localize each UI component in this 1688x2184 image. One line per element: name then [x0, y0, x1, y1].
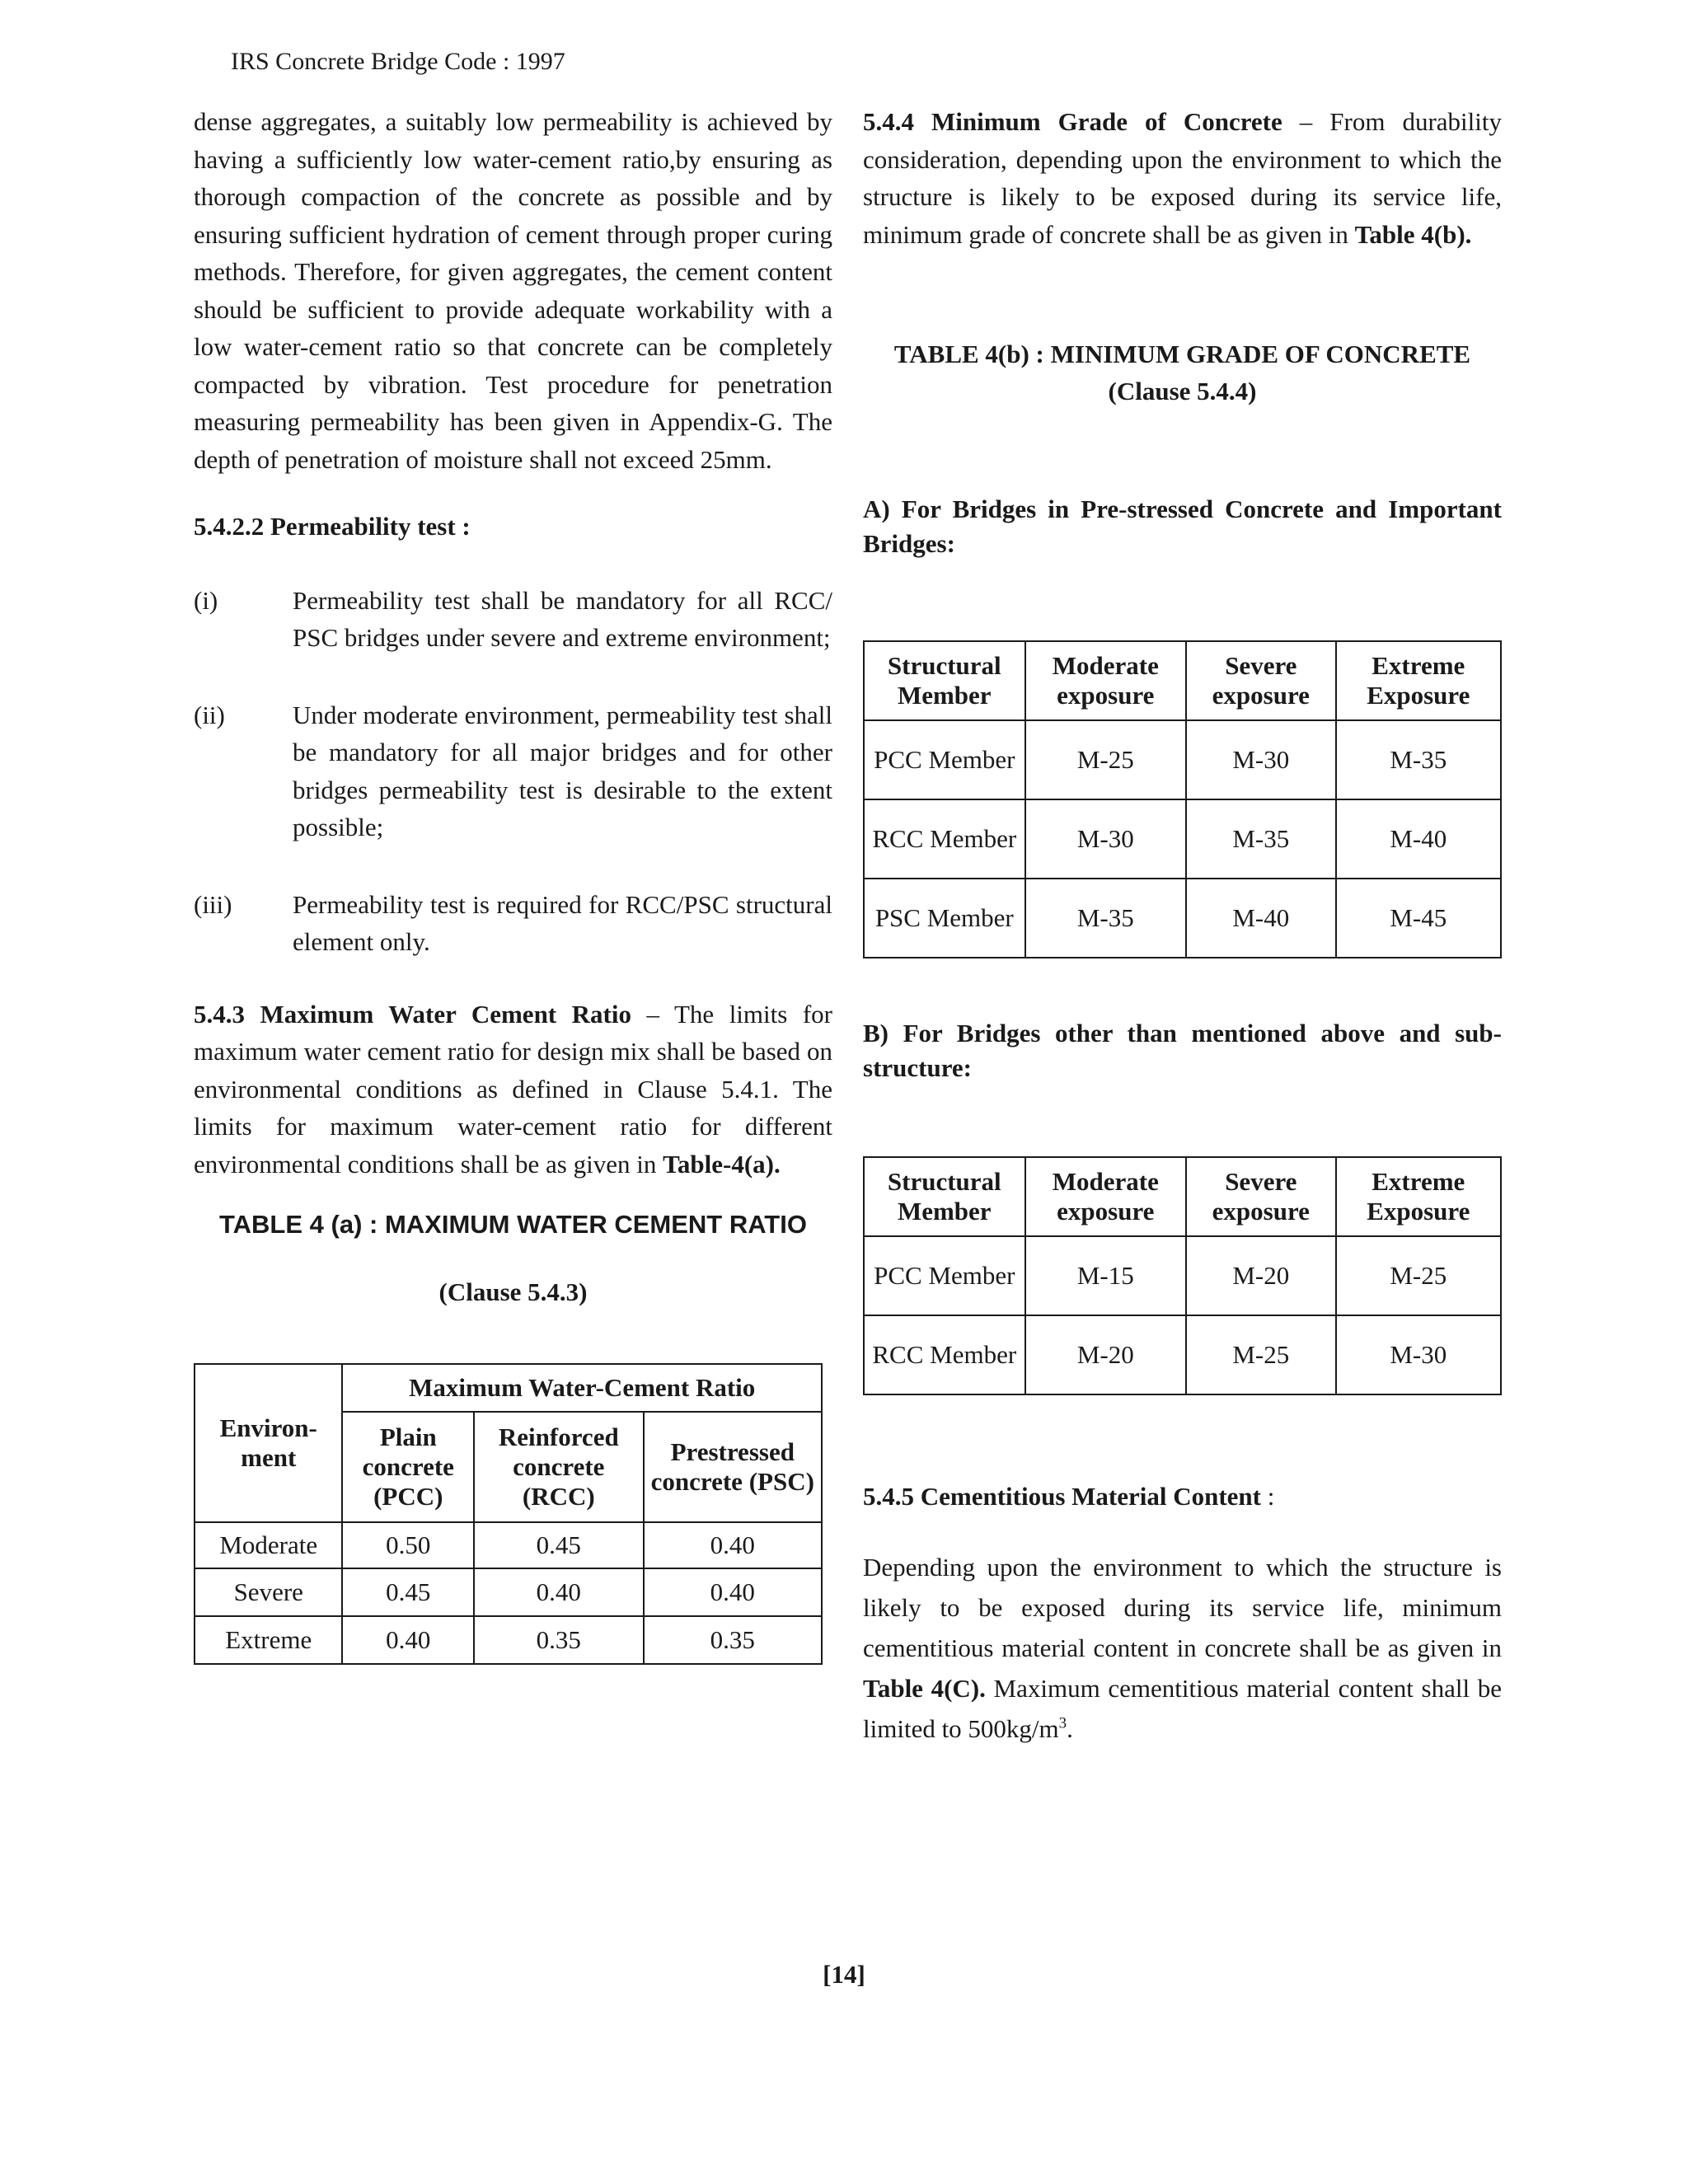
table-cell: 0.35 — [644, 1616, 822, 1664]
subsection-a-title: A) For Bridges in Pre-stressed Concrete and Important Bridges: — [863, 494, 1502, 558]
table-cell: M-25 — [1025, 720, 1186, 799]
section-5-4-5-end: . — [1067, 1713, 1073, 1743]
table-header-cell: Structural Member — [864, 1157, 1025, 1236]
table-4b-a — [863, 640, 1502, 958]
section-5-4-4-paragraph — [863, 103, 1502, 253]
table-row — [864, 1315, 1501, 1394]
list-item-text: Permeability test is required for RCC/PSC structural element only. — [293, 889, 832, 956]
table-row — [195, 1616, 822, 1664]
table-header-cell: Severe exposure — [1186, 641, 1336, 720]
table-header-cell: Moderate exposure — [1025, 641, 1186, 720]
table-cell: M-25 — [1336, 1236, 1501, 1315]
table-cell: M-35 — [1025, 879, 1186, 958]
table-cell: M-15 — [1025, 1236, 1186, 1315]
table-cell: M-35 — [1336, 720, 1501, 799]
section-5-4-3-paragraph — [194, 996, 832, 1183]
table-header-cell: Severe exposure — [1186, 1157, 1336, 1236]
section-5-4-5-text-2: Maximum cementitious material content shall be limited to 500kg/m — [863, 1673, 1502, 1743]
table-4a-reference: Table-4(a). — [663, 1149, 781, 1179]
table-cell: M-40 — [1186, 879, 1336, 958]
table-cell: PSC Member — [864, 879, 1025, 958]
table-4a-env-header: Environ-ment — [195, 1364, 342, 1522]
table-cell: M-45 — [1336, 879, 1501, 958]
section-5-4-5-colon: : — [1261, 1482, 1275, 1511]
table-header-cell: Structural Member — [864, 641, 1025, 720]
table-4a-col-header: Reinforced concrete (RCC) — [474, 1412, 643, 1522]
table-4b-title — [863, 335, 1502, 410]
table-row — [195, 1568, 822, 1616]
list-item-number: (iii) — [194, 889, 232, 919]
table-cell: 0.40 — [644, 1568, 822, 1616]
table-cell: 0.45 — [342, 1568, 474, 1616]
running-header: IRS Concrete Bridge Code : 1997 — [231, 48, 565, 75]
table-cell: M-30 — [1186, 720, 1336, 799]
table-4b-clause: (Clause 5.4.4) — [1108, 377, 1257, 405]
list-item — [194, 886, 832, 961]
table-4a — [194, 1363, 823, 1665]
table-cell: 0.40 — [342, 1616, 474, 1664]
list-item-text: Under moderate environment, permeability test shall be mandatory for all major bridges and for other bridges permeability test is desirable to the extent possible; — [293, 700, 832, 841]
list-item-number: (i) — [194, 585, 218, 615]
table-cell: PCC Member — [864, 1236, 1025, 1315]
table-cell: 0.40 — [474, 1568, 643, 1616]
section-5-4-5-text: Depending upon the environment to which the structure is likely to be exposed during its service life, minimum cementitious material content in concrete shall be as given in — [863, 1552, 1502, 1662]
table-4a-col-header: Plain concrete (PCC) — [342, 1412, 474, 1522]
section-5-4-5-heading-line — [863, 1478, 1502, 1516]
table-row — [864, 1236, 1501, 1315]
table-4a-clause: (Clause 5.4.3) — [438, 1277, 588, 1306]
table-cell: 0.45 — [474, 1522, 643, 1568]
page-number: [14] — [823, 1960, 865, 1989]
section-5-4-2-2-heading: 5.4.2.2 Permeability test : — [194, 512, 471, 541]
section-5-4-3-heading: 5.4.3 Maximum Water Cement Ratio — [194, 999, 631, 1029]
list-item — [194, 582, 832, 657]
table-cell: M-20 — [1025, 1315, 1186, 1394]
table-cell: M-20 — [1186, 1236, 1336, 1315]
table-cell: M-30 — [1336, 1315, 1501, 1394]
table-cell: RCC Member — [864, 1315, 1025, 1394]
table-4a-group-header: Maximum Water-Cement Ratio — [342, 1364, 822, 1412]
left-column — [194, 103, 832, 1665]
table-header-cell: Extreme Exposure — [1336, 1157, 1501, 1236]
table-cell: RCC Member — [864, 799, 1025, 879]
table-cell: M-35 — [1186, 799, 1336, 879]
table-4b-reference: Table 4(b). — [1354, 219, 1472, 249]
table-row — [864, 799, 1501, 879]
list-item-text: Permeability test shall be mandatory for all RCC/ PSC bridges under severe and extreme environment; — [293, 585, 832, 652]
section-5-4-4-heading: 5.4.4 Minimum Grade of Concrete — [863, 107, 1282, 136]
table-cell: 0.35 — [474, 1616, 643, 1664]
table-cell: Extreme — [195, 1616, 342, 1664]
table-4b-title-text: TABLE 4(b) : MINIMUM GRADE OF CONCRETE — [893, 340, 1471, 368]
table-row — [195, 1522, 822, 1568]
table-cell: Moderate — [195, 1522, 342, 1568]
permeability-paragraph: dense aggregates, a suitably low permeability is achieved by having a sufficiently low water-cement ratio,by ensuring as thorough compaction of the concrete as possible and by ensuring sufficient hydration of cement through proper curing methods. Therefore, for given aggregates, the cement content should be sufficient to provide adequate workability with a low water-cement ratio so that concrete can be completely compacted by vibration. Test procedure for penetration measuring permeability has been given in Appendix-G. The depth of penetration of moisture shall not exceed 25mm. — [194, 107, 832, 474]
table-4b-b — [863, 1156, 1502, 1395]
superscript-3: 3 — [1058, 1714, 1067, 1732]
table-header-cell: Moderate exposure — [1025, 1157, 1186, 1236]
section-5-4-3-text: – The limits for maximum water cement ratio for design mix shall be based on environmental conditions as defined in Clause 5.4.1. The limits for maximum water-cement ratio for different environmental conditions shall be as given in — [194, 999, 832, 1179]
table-cell: M-30 — [1025, 799, 1186, 879]
table-row — [864, 720, 1501, 799]
table-cell: M-25 — [1186, 1315, 1336, 1394]
table-cell: 0.50 — [342, 1522, 474, 1568]
right-column — [863, 103, 1502, 1749]
table-header-cell: Extreme Exposure — [1336, 641, 1501, 720]
table-row — [864, 879, 1501, 958]
list-item-number: (ii) — [194, 700, 225, 729]
table-cell: PCC Member — [864, 720, 1025, 799]
table-cell: Severe — [195, 1568, 342, 1616]
table-4a-title: TABLE 4 (a) : MAXIMUM WATER CEMENT RATIO — [219, 1210, 807, 1239]
table-4c-reference: Table 4(C). — [863, 1673, 986, 1703]
section-5-4-5-paragraph — [863, 1547, 1502, 1749]
section-5-4-4-text: – From durability consideration, depending upon the environment to which the structure is likely to be exposed during its service life, minimum grade of concrete shall be as given in — [863, 107, 1502, 249]
subsection-b-title: B) For Bridges other than mentioned above and sub-structure: — [863, 1019, 1502, 1082]
table-cell: M-40 — [1336, 799, 1501, 879]
section-5-4-5-heading: 5.4.5 Cementitious Material Content — [863, 1482, 1261, 1511]
table-cell: 0.40 — [644, 1522, 822, 1568]
table-4a-col-header: Prestressed concrete (PSC) — [644, 1412, 822, 1522]
list-item — [194, 696, 832, 846]
